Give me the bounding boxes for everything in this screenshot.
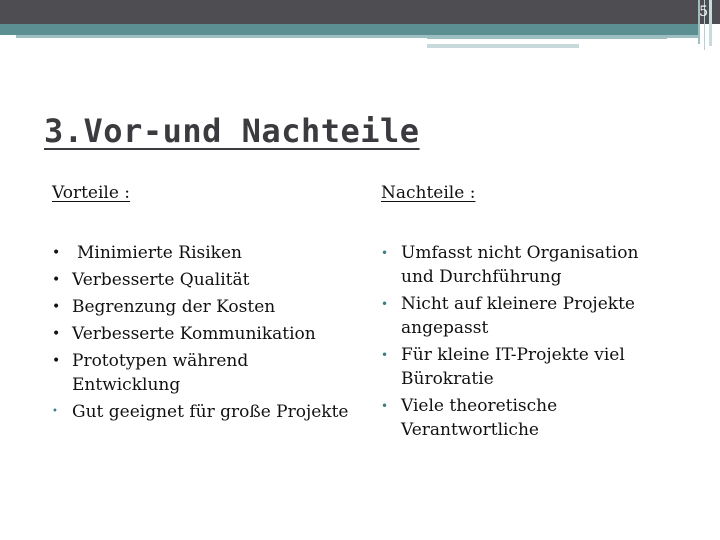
accent-stripe: [0, 24, 698, 35]
bullet-icon: •: [52, 353, 61, 369]
nachteile-heading: Nachteile :: [381, 183, 476, 203]
slide-number: 5: [699, 4, 708, 20]
nachteile-list: [381, 241, 711, 442]
bullet-icon: •: [381, 297, 389, 311]
vorteile-column: [52, 183, 362, 427]
bullet-icon: •: [381, 246, 389, 260]
accent-line-2: [427, 44, 579, 48]
list-item: • Verbesserte Kommunikation: [52, 324, 316, 344]
list-item: • Umfasst nicht Organisation und Durchführung: [381, 243, 639, 287]
list-item: • Gut geeignet für große Projekte: [52, 402, 349, 422]
list-item: • Prototypen während Entwicklung: [52, 351, 249, 395]
bullet-icon: •: [52, 326, 61, 342]
bullet-icon: •: [381, 348, 389, 362]
decor-vertical-line: [709, 0, 712, 46]
accent-line: [427, 37, 667, 39]
list-item: • Viele theoretische Verantwortliche: [381, 396, 558, 440]
nachteile-column: [381, 183, 711, 445]
list-item: • Minimierte Risiken: [52, 243, 242, 263]
list-item: • Für kleine IT-Projekte viel Bürokratie: [381, 345, 625, 389]
bullet-icon: •: [52, 272, 61, 288]
list-item: • Verbesserte Qualität: [52, 270, 250, 290]
bullet-icon: •: [381, 399, 389, 413]
bullet-icon: •: [52, 406, 58, 417]
vorteile-heading: Vorteile :: [52, 183, 131, 203]
list-item: • Nicht auf kleinere Projekte angepasst: [381, 294, 635, 338]
bullet-icon: •: [52, 245, 61, 261]
vorteile-list: [52, 241, 362, 424]
list-item: • Begrenzung der Kosten: [52, 297, 276, 317]
bullet-icon: •: [52, 299, 61, 315]
top-bar: [0, 0, 720, 24]
slide-title: 3.Vor-und Nachteile: [44, 112, 420, 150]
